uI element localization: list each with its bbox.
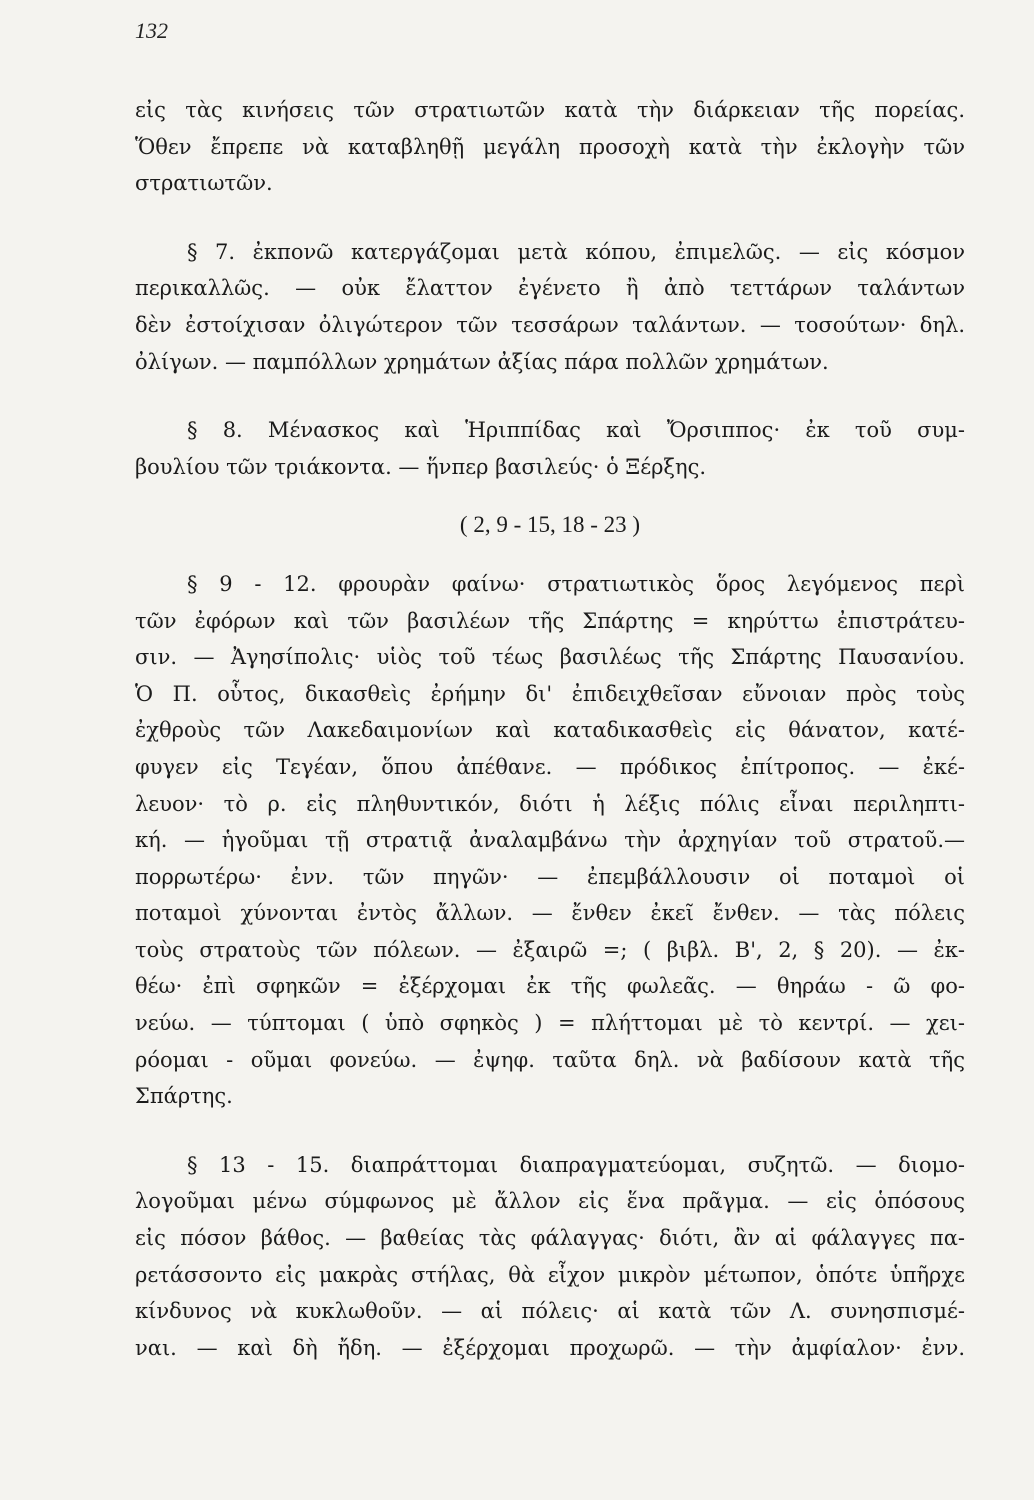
text-line: βουλίου τῶν τριάκοντα. — ἥνπερ βασιλεύς· ὁ Ξέρξης. — [135, 454, 707, 479]
text-line: εἰς πόσον βάθος. — βαθείας τὰς φάλαγγας· διότι, ἂν αἱ φάλαγγες πα- — [135, 1226, 965, 1251]
text-line: ναι. — καὶ δὴ ἤδη. — ἐξέρχομαι προχωρῶ. — τὴν ἀμφίαλον· ἐνν. — [135, 1335, 965, 1360]
text-line: νεύω. — τύπτομαι ( ὑπὸ σφηκὸς ) = πλήττομαι μὲ τὸ κεντρί. — χει- — [135, 1011, 965, 1036]
paragraph-section-13-15 — [135, 1147, 965, 1367]
page-body — [135, 92, 965, 1366]
text-line: κίνδυνος νὰ κυκλωθοῦν. — αἱ πόλεις· αἱ κατὰ τῶν Λ. συνησπισμέ- — [135, 1299, 965, 1324]
text-line: εἰς τὰς κινήσεις τῶν στρατιωτῶν κατὰ τὴν διάρκειαν τῆς πορείας. — [135, 98, 965, 122]
text-line: ὀλίγων. — παμπόλλων χρημάτων ἀξίας πάρα πολλῶν χρημάτων. — [135, 349, 829, 374]
text-line: Σπάρτης. — [135, 1084, 233, 1109]
text-line: τοὺς στρατοὺς τῶν πόλεων. — ἐξαιρῶ =; ( βιβλ. Β', 2, § 20). — ἐκ- — [135, 937, 965, 962]
text-line: § 13 - 15. διαπράττομαι διαπραγματεύομαι, συζητῶ. — διομο- — [187, 1152, 965, 1177]
text-line: § 8. Μένασκος καὶ Ἡριππίδας καὶ Ὄρσιππος· ἐκ τοῦ συμ- — [187, 418, 965, 443]
text-line: σιν. — Ἀγησίπολις· υἱὸς τοῦ τέως βασιλέως τῆς Σπάρτης Παυσανίου. — [135, 645, 965, 670]
text-line: ρόομαι - οῦμαι φονεύω. — ἐψηφ. ταῦτα δηλ. νὰ βαδίσουν κατὰ τῆς — [135, 1047, 965, 1072]
text-line: λευον· τὸ ρ. εἰς πληθυντικόν, διότι ἡ λέξις πόλις εἶναι περιληπτι- — [135, 791, 965, 816]
text-line: ποταμοὶ χύνονται ἐντὸς ἄλλων. — ἔνθεν ἐκεῖ ἔνθεν. — τὰς πόλεις — [135, 901, 965, 926]
text-line: περικαλλῶς. — οὐκ ἔλαττον ἐγένετο ἢ ἀπὸ τεττάρων ταλάντων — [135, 276, 965, 301]
text-line: πορρωτέρω· ἐνν. τῶν πηγῶν· — ἐπεμβάλλουσιν οἱ ποταμοὶ οἱ — [135, 864, 965, 889]
text-line: δὲν ἐστοίχισαν ὀλιγώτερον τῶν τεσσάρων ταλάντων. — τοσούτων· δηλ. — [135, 312, 965, 337]
text-line: φυγεν εἰς Τεγέαν, ὅπου ἀπέθανε. — πρόδικος ἐπίτροπος. — ἐκέ- — [135, 754, 965, 779]
text-line: ρετάσσοντο εἰς μακρὰς στήλας, θὰ εἶχον μικρὸν μέτωπον, ὁπότε ὑπῆρχε — [135, 1262, 965, 1287]
chapter-range-heading: ( 2, 9 - 15, 18 - 23 ) — [459, 512, 641, 538]
text-line: στρατιωτῶν. — [135, 171, 273, 196]
paragraph-intro — [135, 92, 965, 202]
text-line: Ὅθεν ἔπρεπε νὰ καταβληθῇ μεγάλη προσοχὴ κατὰ τὴν ἐκλογὴν τῶν — [135, 134, 965, 159]
page-number: 132 — [135, 18, 168, 43]
text-line: λογοῦμαι μένω σύμφωνος μὲ ἄλλον εἰς ἕνα πρᾶγμα. — εἰς ὁπόσους — [135, 1189, 965, 1214]
paragraph-section-7 — [135, 234, 965, 380]
text-line: κή. — ἡγοῦμαι τῇ στρατιᾷ ἀναλαμβάνω τὴν ἀρχηγίαν τοῦ στρατοῦ.— — [135, 828, 965, 853]
text-line: § 7. ἐκπονῶ κατεργάζομαι μετὰ κόπου, ἐπιμελῶς. — εἰς κόσμον — [187, 239, 965, 264]
text-line: τῶν ἐφόρων καὶ τῶν βασιλέων τῆς Σπάρτης = κηρύττω ἐπιστράτευ- — [135, 608, 965, 633]
text-line: ἐχθροὺς τῶν Λακεδαιμονίων καὶ καταδικασθεὶς εἰς θάνατον, κατέ- — [135, 718, 965, 743]
text-line: Ὁ Π. οὗτος, δικασθεὶς ἐρήμην δι' ἐπιδειχθεῖσαν εὔνοιαν πρὸς τοὺς — [135, 681, 965, 706]
text-line: § 9 - 12. φρουρὰν φαίνω· στρατιωτικὸς ὅρος λεγόμενος περὶ — [187, 571, 965, 596]
paragraph-section-8 — [135, 412, 965, 485]
text-line: θέω· ἐπὶ σφηκῶν = ἐξέρχομαι ἐκ τῆς φωλεᾶς. — θηράω - ῶ φο- — [135, 974, 965, 999]
paragraph-section-9-12 — [135, 566, 965, 1115]
